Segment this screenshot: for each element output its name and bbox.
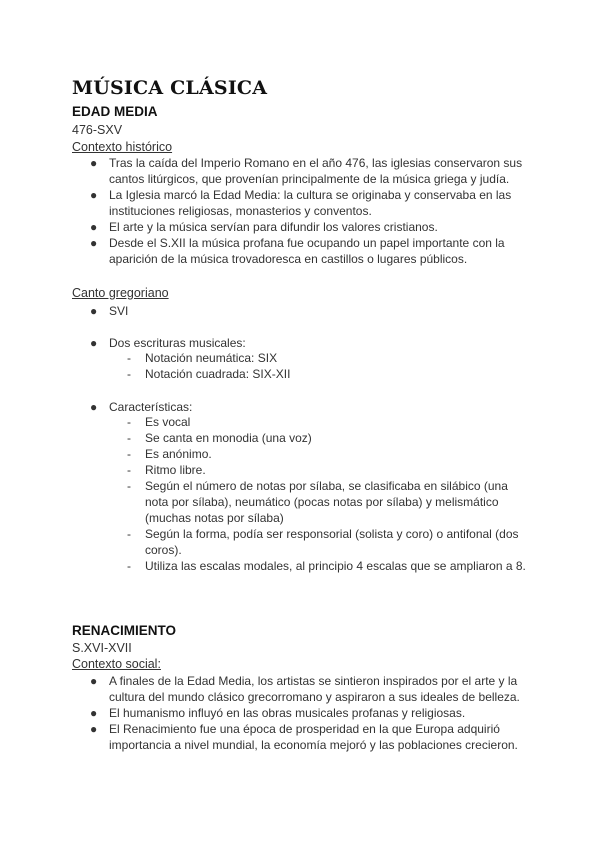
bullet-icon: ●	[90, 400, 98, 414]
bullet-icon: ●	[90, 674, 98, 688]
edad-media-context-heading: Contexto histórico	[72, 140, 173, 154]
bullet-icon: ●	[90, 336, 98, 350]
list-item: - Es vocal	[127, 415, 191, 429]
list-item: ● SVI	[90, 304, 129, 318]
list-item: - Notación neumática: SIX	[127, 351, 278, 365]
dash-marker: -	[127, 559, 131, 573]
dash-marker: -	[127, 367, 131, 381]
document-title: MÚSICA CLÁSICA	[72, 77, 268, 99]
list-item: ● El arte y la música servían para difundir los valores cristianos.	[90, 220, 438, 234]
renacimiento-context-heading: Contexto social:	[72, 657, 161, 671]
dash-marker: -	[127, 431, 131, 445]
bullet-icon: ●	[90, 706, 98, 720]
dash-marker: -	[127, 447, 131, 461]
canto-gregoriano-heading: Canto gregoriano	[72, 286, 169, 300]
list-item: ● Tras la caída del Imperio Romano en el año 476, las iglesias conservaron sus cantos litúrgicos, que provenían principalmente de la música griega y judía.	[90, 156, 523, 186]
canto-century-list	[0, 303, 600, 319]
list-item: ● El Renacimiento fue una época de prosperidad en la que Europa adquirió importancia a nivel mundial, la economía mejoró y las poblaciones crecieron.	[90, 722, 518, 752]
escrituras-sublist	[0, 350, 600, 382]
renacimiento-context-list	[0, 673, 600, 753]
list-item: ● Desde el S.XII la música profana fue ocupando un papel importante con la aparición de la música trovadoresca en castillos o lugares públicos.	[90, 236, 505, 266]
list-item: - Utiliza las escalas modales, al principio 4 escalas que se ampliaron a 8.	[127, 559, 526, 573]
dash-marker: -	[127, 351, 131, 365]
bullet-icon: ●	[90, 220, 98, 234]
list-item: - Ritmo libre.	[127, 463, 206, 477]
caracteristicas-list	[0, 399, 600, 415]
dash-marker: -	[127, 463, 131, 477]
list-item: ● A finales de la Edad Media, los artistas se sintieron inspirados por el arte y la cultura del mundo clásico grecorromano y aspiraron a sus ideales de belleza.	[90, 674, 520, 704]
bullet-icon: ●	[90, 188, 98, 202]
edad-media-dates: 476-SXV	[72, 123, 123, 137]
list-item: - Según el número de notas por sílaba, se clasificaba en silábico (una nota por sílaba), neumático (pocas notas por sílaba) y melismático (muchas notas por sílaba)	[127, 479, 508, 525]
list-item: - Notación cuadrada: SIX-XII	[127, 367, 291, 381]
bullet-icon: ●	[90, 236, 98, 250]
dash-marker: -	[127, 527, 131, 541]
list-item: ● La Iglesia marcó la Edad Media: la cultura se originaba y conservaba en las instituciones religiosas, monasterios y conventos.	[90, 188, 512, 218]
edad-media-context-list	[0, 155, 600, 267]
renacimiento-dates: S.XVI-XVII	[72, 641, 132, 655]
list-item: - Según la forma, podía ser responsorial (solista y coro) o antifonal (dos coros).	[127, 527, 519, 557]
list-item: - Es anónimo.	[127, 447, 212, 461]
section-heading-edad-media: EDAD MEDIA	[72, 104, 158, 119]
list-item: - Se canta en monodia (una voz)	[127, 431, 312, 445]
caracteristicas-sublist	[0, 414, 600, 574]
bullet-icon: ●	[90, 156, 98, 170]
section-heading-renacimiento: RENACIMIENTO	[72, 623, 177, 638]
dash-marker: -	[127, 479, 131, 493]
bullet-icon: ●	[90, 304, 98, 318]
dash-marker: -	[127, 415, 131, 429]
list-item: ● El humanismo influyó en las obras musicales profanas y religiosas.	[90, 706, 466, 720]
list-item: ● Características:	[90, 400, 193, 414]
escrituras-list	[0, 335, 600, 351]
list-item: ● Dos escrituras musicales:	[90, 336, 246, 350]
bullet-icon: ●	[90, 722, 98, 736]
